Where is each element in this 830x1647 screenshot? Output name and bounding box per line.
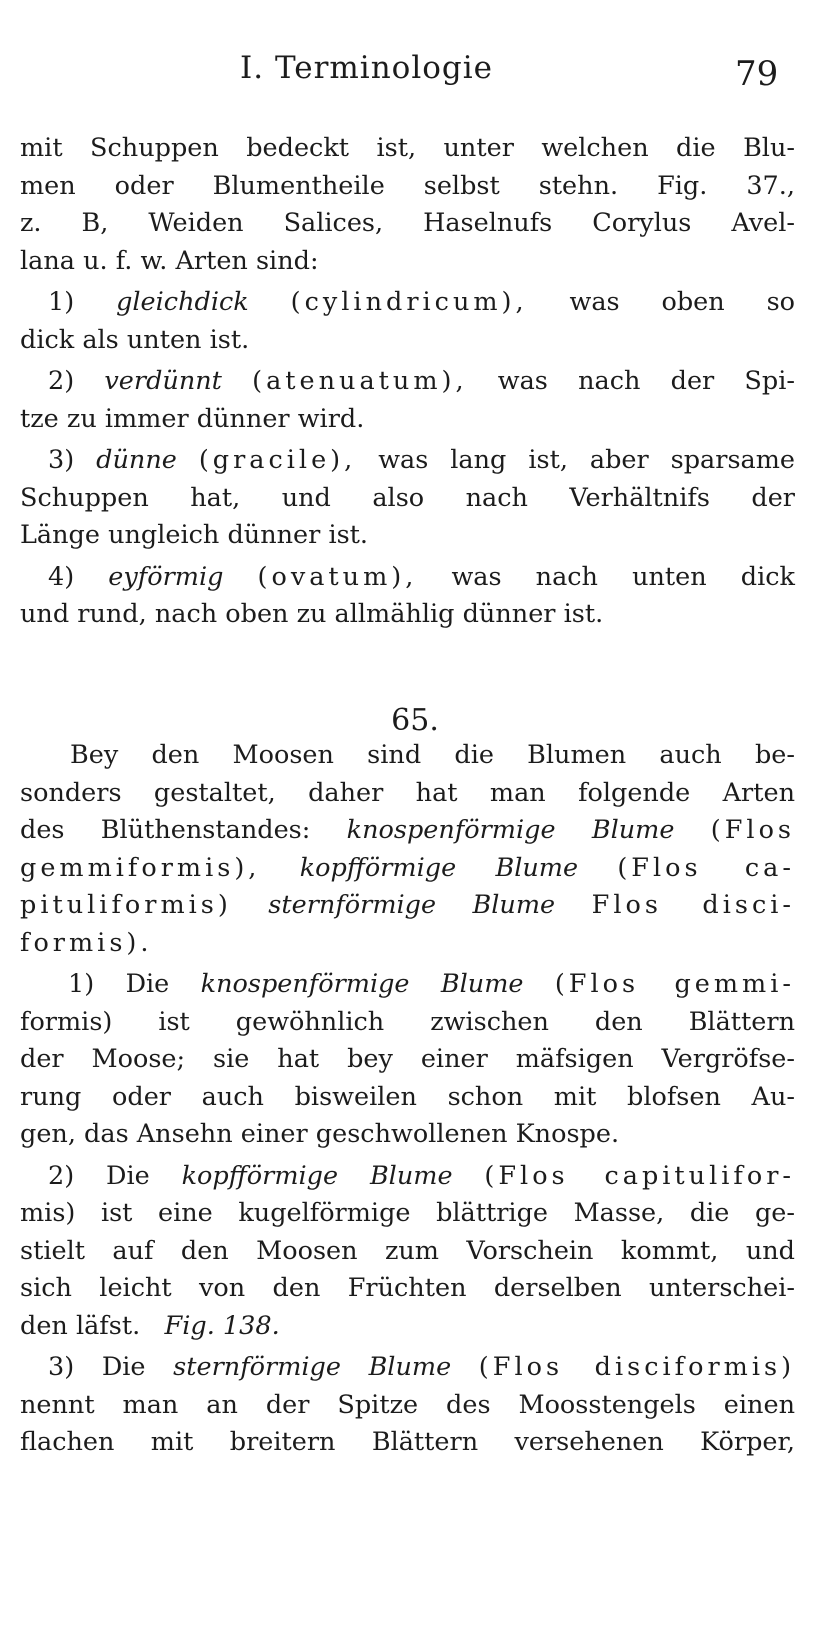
list-item-moss-3: 3) Die sternförmige Blume (Flos disciformis) [48, 1352, 796, 1382]
text-line: Schuppen hat, und also nach Verhältnifs der [20, 482, 795, 513]
text-line: gen, das Ansehn einer geschwollenen Knospe. [20, 1119, 620, 1149]
text-line: men oder Blumentheile selbst stehn. Fig. 37., [20, 170, 795, 201]
figure-reference: Fig. 138. [164, 1310, 280, 1341]
text-line: des Blüthenstandes: knospenförmige Blume (Flos [20, 815, 796, 845]
text-line: mit Schuppen bedeckt ist, unter welchen die Blu- [20, 133, 795, 163]
term: verdünnt [104, 366, 222, 396]
term: dünne [96, 445, 177, 475]
term: gleichdick [116, 287, 249, 317]
page-number: 79 [735, 54, 779, 94]
text-line: rung oder auch bisweilen schon mit blofsen Au- [20, 1081, 795, 1112]
list-item-4: 4) eyförmig (ovatum), was nach unten dick [48, 561, 795, 592]
term: knospenförmige Blume [346, 815, 675, 845]
term: sternförmige Blume [268, 890, 556, 920]
text-line: flachen mit breitern Blättern versehenen Körper, [20, 1427, 795, 1457]
text-line: der Moose; sie hat bey einer mäfsigen Vergröfse- [20, 1044, 795, 1074]
term: kopfförmige Blume [299, 852, 579, 883]
term: sternförmige Blume [173, 1352, 452, 1382]
text-line: nennt man an der Spitze des Moosstengels einen [20, 1389, 795, 1420]
text-line: pituliformis) sternförmige Blume Flos disci- [20, 890, 796, 920]
section-65 [20, 737, 795, 1462]
term: knospenförmige Blume [200, 969, 524, 999]
text-line: Bey den Moosen sind die Blumen auch be- [70, 740, 795, 770]
section-number: 65. [391, 703, 439, 738]
running-title: I. Terminologie [240, 50, 494, 86]
text-line: dick als unten ist. [20, 324, 250, 355]
term: eyförmig [108, 561, 224, 592]
list-item-2: 2) verdünnt (atenuatum), was nach der Spi- [48, 366, 795, 396]
text-line: formis) ist gewöhnlich zwischen den Blättern [20, 1006, 795, 1037]
list-item-moss-1: 1) Die knospenförmige Blume (Flos gemmi- [68, 969, 796, 999]
list-item-3: 3) dünne (gracile), was lang ist, aber sparsame [48, 445, 796, 475]
running-header [0, 50, 830, 100]
text-line: formis). [20, 927, 153, 958]
list-item-1: 1) gleichdick (cylindricum), was oben so [48, 287, 796, 317]
text-line: lana u. f. w. Arten sind: [20, 245, 319, 276]
latin-term: (ovatum), [257, 561, 418, 592]
text-line: Länge ungleich dünner ist. [20, 520, 369, 550]
text-line: tze zu immer dünner wird. [20, 403, 365, 434]
text-line: z. B, Weiden Salices, Haselnufs Corylus Avel- [20, 208, 795, 238]
paragraph-continuation [20, 130, 795, 634]
text-line: sich leicht von den Früchten derselben unterschei- [20, 1273, 795, 1303]
text-line: stielt auf den Moosen zum Vorschein kommt, und [20, 1235, 795, 1266]
text-line: und rund, nach oben zu allmählig dünner ist. [20, 599, 604, 629]
list-item-moss-2: 2) Die kopfförmige Blume (Flos capitulifor- [48, 1160, 796, 1191]
text-line: sonders gestaltet, daher hat man folgende Arten [20, 777, 795, 808]
text-line: gemmiformis), kopfförmige Blume (Flos ca- [20, 852, 795, 883]
text-line: mis) ist eine kugelförmige blättrige Masse, die ge- [20, 1198, 795, 1228]
term: kopfförmige Blume [181, 1160, 453, 1191]
text-line: den läfst. Fig. 138. [20, 1310, 280, 1341]
latin-term: (gracile), [198, 445, 357, 475]
latin-term: (cylindricum), [290, 287, 528, 317]
latin-term: (atenuatum), [252, 366, 468, 396]
